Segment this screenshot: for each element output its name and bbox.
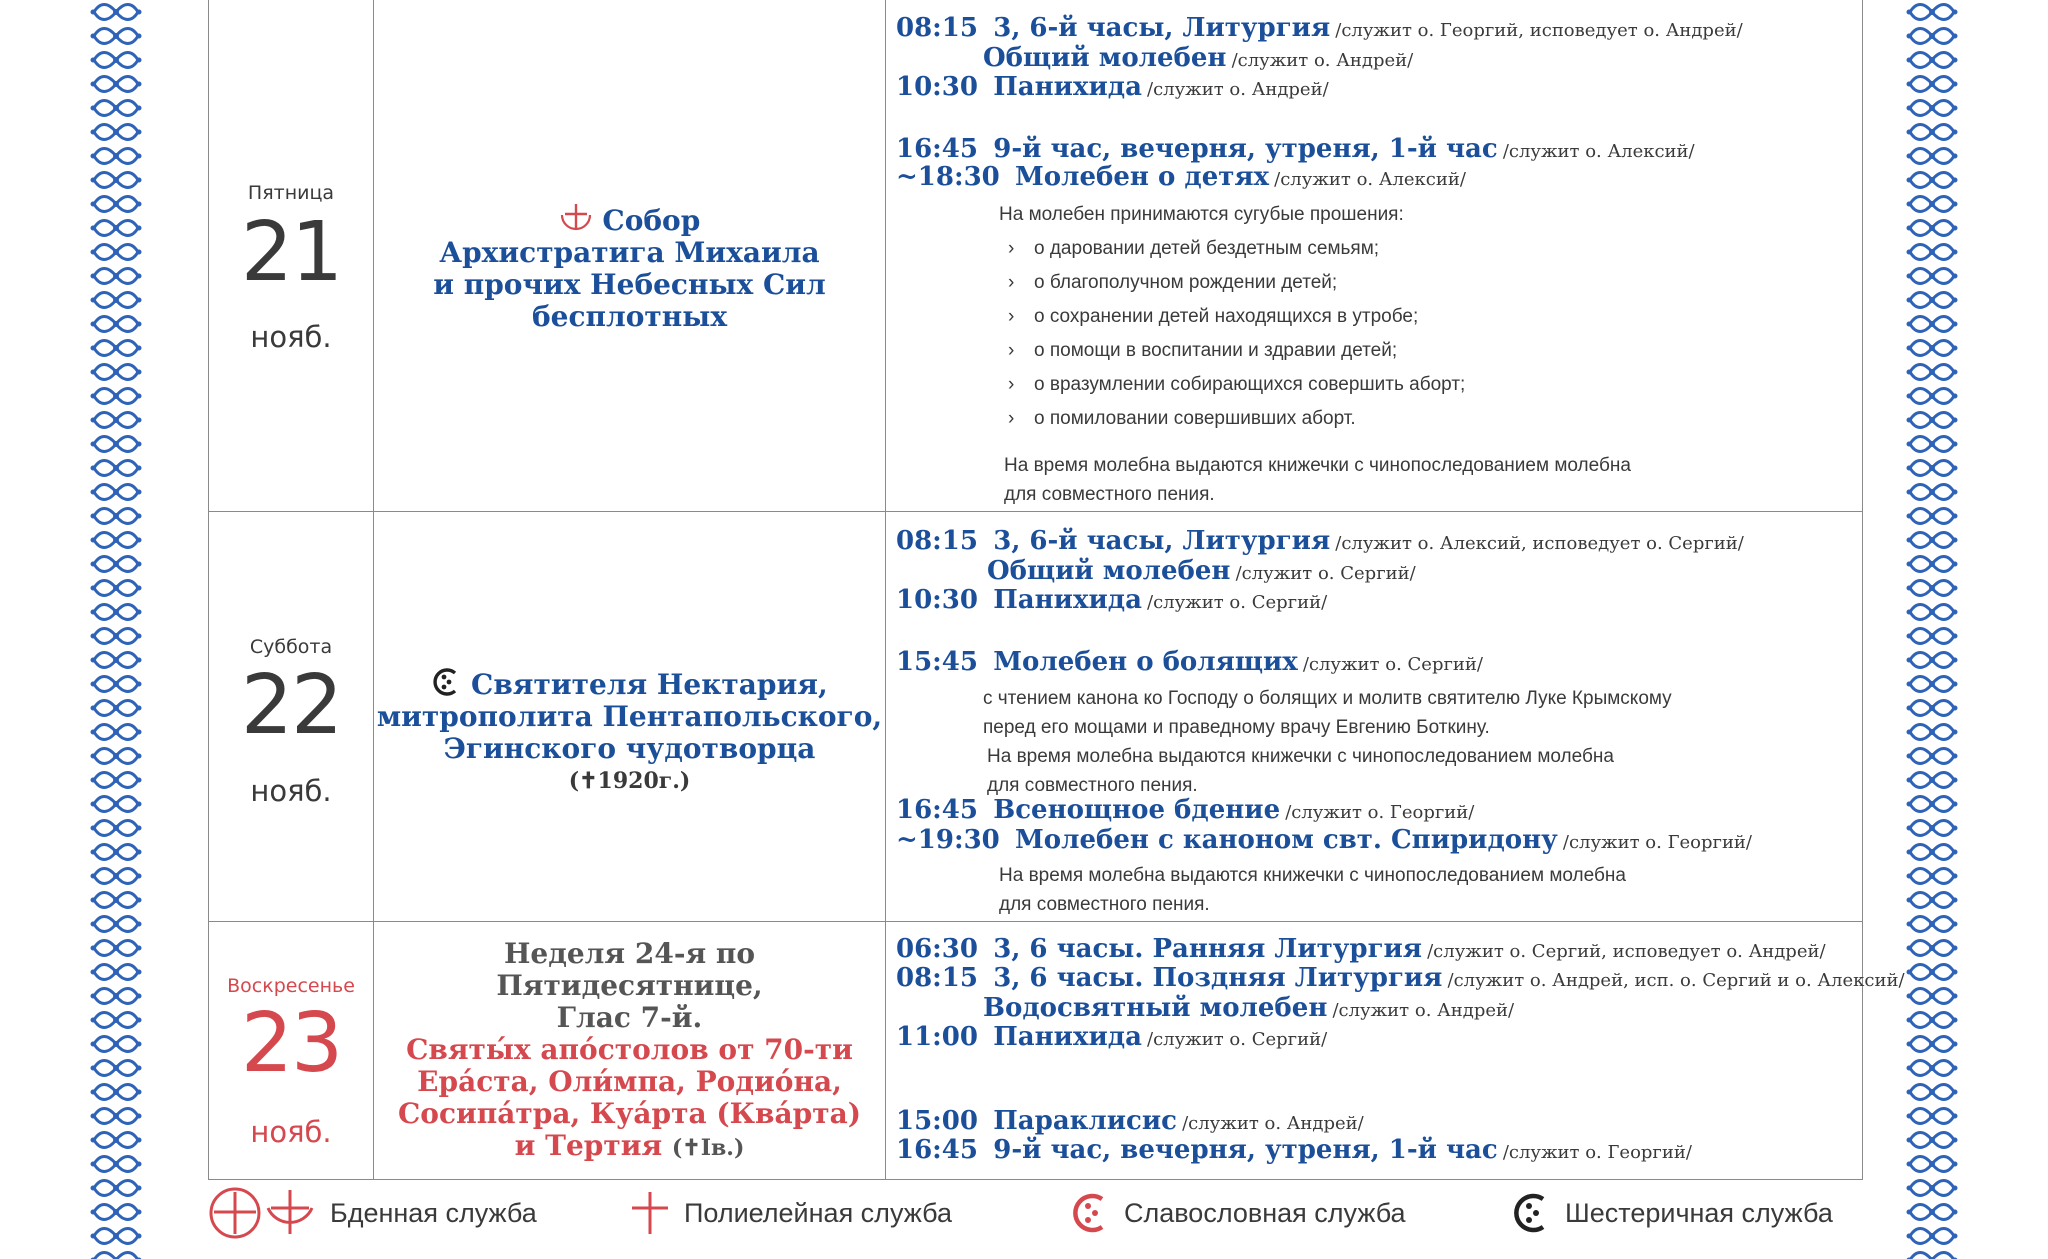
sick-prayer-note: с чтением канона ко Господу о болящих и молитв святителю Луке Крымскому: [983, 688, 1672, 709]
doxology-icon: [1070, 1191, 1110, 1235]
service-entry: [896, 647, 1483, 677]
service-name: 3, 6-й часы, Литургия: [993, 526, 1331, 556]
service-time: 08:15: [896, 13, 978, 43]
service-entry: [896, 825, 1752, 855]
polyeleos-icon: [630, 1188, 670, 1238]
feast-header-line: Неделя 24-я по Пятидесятнице,: [496, 937, 763, 1002]
sick-prayer-note: перед его мощами и праведному врачу Евгению Боткину.: [983, 717, 1490, 738]
feast-line: Эгинского чудотворца: [443, 732, 816, 765]
service-name: Молебен о болящих: [993, 647, 1298, 677]
petition-item: › о помощи в воспитании и здравии детей;: [1008, 340, 1398, 361]
day-row-saturday: [209, 512, 1862, 922]
legend-item-six-fold: [1511, 1178, 1833, 1248]
legend-label: Шестеричная служба: [1565, 1197, 1833, 1228]
services-cell: [886, 922, 1905, 1179]
service-entry: [983, 993, 1514, 1023]
service-name: Панихида: [993, 585, 1142, 615]
service-note: /служит о. Андрей/: [1182, 1113, 1364, 1134]
service-name: Панихида: [993, 72, 1142, 102]
service-name: 9-й час, вечерня, утреня, 1-й час: [993, 134, 1498, 164]
service-note: /служит о. Андрей/: [1231, 50, 1414, 71]
service-note: /служит о. Алексий/: [1502, 141, 1695, 162]
service-name: Молебен с каноном свт. Спиридону: [1015, 825, 1558, 855]
services-cell: [886, 0, 1862, 511]
legend-item-vigil: [208, 1178, 537, 1248]
service-name: Всенощное бдение: [993, 795, 1281, 825]
service-time: 10:30: [896, 585, 978, 615]
service-time: 10:30: [896, 72, 978, 102]
day-number: 22: [240, 658, 342, 753]
feast-line: Сосипа́тра, Куа́рта (Ква́рта): [398, 1097, 861, 1130]
month-label: нояб.: [250, 320, 332, 354]
service-note: /служит о. Сергий/: [1302, 654, 1483, 675]
service-entry: [987, 556, 1416, 586]
service-entry: [896, 526, 1744, 556]
service-note: /служит о. Сергий, исповедует о. Андрей/: [1427, 941, 1826, 962]
service-entry: [896, 1022, 1327, 1052]
service-time: 15:00: [896, 1106, 978, 1136]
service-time: 16:45: [896, 1135, 978, 1165]
feast-repose-year: (✝1920г.): [568, 768, 691, 794]
service-note: /служит о. Сергий/: [1147, 1029, 1328, 1050]
service-name: 9-й час, вечерня, утреня, 1-й час: [993, 1135, 1498, 1165]
service-note: /служит о. Георгий/: [1285, 802, 1475, 823]
legend-label: Бденная служба: [330, 1197, 537, 1228]
services-cell: [886, 512, 1862, 921]
booklet-note: На время молебна выдаются книжечки с чинопоследованием молебна: [987, 746, 1614, 767]
service-time: 11:00: [896, 1022, 978, 1052]
weekday-label: Пятница: [247, 182, 335, 204]
day-number: 21: [240, 205, 342, 300]
service-entry: [896, 963, 1905, 993]
feast-line: и прочих Небесных Сил: [433, 268, 826, 301]
day-row-friday: [209, 0, 1862, 512]
feast-title: [374, 1034, 885, 1164]
legend-label: Полиелейная служба: [684, 1197, 952, 1228]
service-name: Молебен о детях: [1015, 162, 1270, 192]
service-entry: [896, 72, 1329, 102]
booklet-note: для совместного пения.: [999, 894, 1210, 915]
service-time: 06:30: [896, 934, 978, 964]
petitions-intro: На молебен принимаются сугубые прошения:: [999, 204, 1404, 225]
weekday-label: Суббота: [249, 636, 333, 658]
six-fold-icon: [1511, 1191, 1551, 1235]
petition-item: › о благополучном рождении детей;: [1008, 272, 1338, 293]
service-note: /служит о. Георгий/: [1502, 1142, 1692, 1163]
weekday-label: Воскресенье: [227, 975, 355, 997]
service-time: 08:15: [896, 963, 978, 993]
service-name: Параклисис: [993, 1106, 1177, 1136]
date-cell: [209, 0, 374, 511]
feast-title: [374, 667, 885, 797]
service-entry: [896, 134, 1695, 164]
six-fold-icon: [431, 667, 461, 697]
date-cell: [209, 922, 374, 1179]
service-time: ~19:30: [896, 825, 1000, 855]
service-entry: [896, 1106, 1364, 1136]
petition-item: › о вразумлении собирающихся совершить аборт;: [1008, 374, 1466, 395]
service-entry: [896, 585, 1327, 615]
service-name: 3, 6 часы. Ранняя Литургия: [993, 934, 1423, 964]
feast-line: Архистратига Михаила: [439, 236, 820, 269]
service-name: 3, 6-й часы, Литургия: [993, 13, 1331, 43]
feast-cell: [374, 922, 886, 1179]
service-time: 16:45: [896, 795, 978, 825]
day-row-sunday: [209, 922, 1905, 1180]
service-entry: [896, 162, 1466, 192]
service-note: /служит о. Андрей/: [1147, 79, 1329, 100]
petition-item: › о сохранении детей находящихся в утробе;: [1008, 306, 1419, 327]
polyeleos-icon: [559, 203, 593, 233]
service-note: /служит о. Андрей/: [1332, 1000, 1515, 1021]
feast-cell: [374, 512, 886, 921]
feast-line: митрополита Пентапольского,: [376, 700, 883, 733]
feast-line: Ера́ста, Оли́мпа, Родио́на,: [417, 1065, 842, 1098]
petition-item: › о даровании детей бездетным семьям;: [1008, 238, 1380, 259]
service-rank-legend: [208, 1178, 1868, 1248]
service-entry: [896, 795, 1474, 825]
feast-cell: [374, 0, 886, 511]
feast-repose-year: (✝Iв.): [671, 1135, 745, 1161]
feast-line: и Тертия: [514, 1129, 663, 1162]
service-note: /служит о. Сергий/: [1147, 592, 1328, 613]
feast-line: бесплотных: [531, 300, 728, 333]
date-cell: [209, 512, 374, 921]
service-time: 16:45: [896, 134, 978, 164]
feast-line: Святы́х апо́столов от 70-ти: [406, 1033, 853, 1066]
booklet-note: для совместного пения.: [987, 775, 1198, 796]
service-name: Водосвятный молебен: [983, 993, 1328, 1023]
service-entry: [896, 934, 1826, 964]
schedule-table: [208, 0, 1905, 1180]
service-entry: [983, 43, 1413, 73]
service-name: Общий молебен: [983, 43, 1227, 73]
service-entry: [896, 1135, 1692, 1165]
day-number: 23: [240, 996, 342, 1091]
booklet-note: На время молебна выдаются книжечки с чинопоследованием молебна: [1004, 455, 1631, 476]
booklet-note: для совместного пения.: [1004, 484, 1215, 505]
service-note: /служит о. Георгий/: [1562, 832, 1752, 853]
feast-sunday-header: [374, 938, 885, 1034]
service-time: 15:45: [896, 647, 978, 677]
booklet-note: На время молебна выдаются книжечки с чинопоследованием молебна: [999, 865, 1626, 886]
feast-title: [374, 203, 885, 333]
vigil-icon: [208, 1184, 316, 1242]
service-entry: [896, 13, 1743, 43]
month-label: нояб.: [250, 774, 332, 808]
service-note: /служит о. Андрей, исп. о. Сергий и о. Алексий/: [1447, 970, 1905, 991]
ornament-border-right: [1906, 0, 1958, 1259]
petition-item: › о помиловании совершивших аборт.: [1008, 408, 1356, 429]
ornament-border-left: [90, 0, 142, 1259]
service-name: Панихида: [993, 1022, 1142, 1052]
feast-line: Святителя Нектария,: [471, 668, 828, 701]
feast-line: Собор: [602, 204, 701, 237]
service-name: 3, 6 часы. Поздняя Литургия: [993, 963, 1443, 993]
service-note: /служит о. Алексий/: [1274, 169, 1466, 190]
month-label: нояб.: [250, 1115, 332, 1149]
service-time: ~18:30: [896, 162, 1000, 192]
legend-label: Славословная служба: [1124, 1197, 1406, 1228]
service-note: /служит о. Георгий, исповедует о. Андрей/: [1335, 20, 1743, 41]
legend-item-doxology: [1070, 1178, 1406, 1248]
legend-item-polyeleos: [630, 1178, 952, 1248]
service-time: 08:15: [896, 526, 978, 556]
feast-header-line: Глас 7-й.: [556, 1001, 703, 1034]
service-note: /служит о. Сергий/: [1235, 563, 1416, 584]
service-name: Общий молебен: [987, 556, 1231, 586]
service-note: /служит о. Алексий, исповедует о. Сергий/: [1335, 533, 1744, 554]
